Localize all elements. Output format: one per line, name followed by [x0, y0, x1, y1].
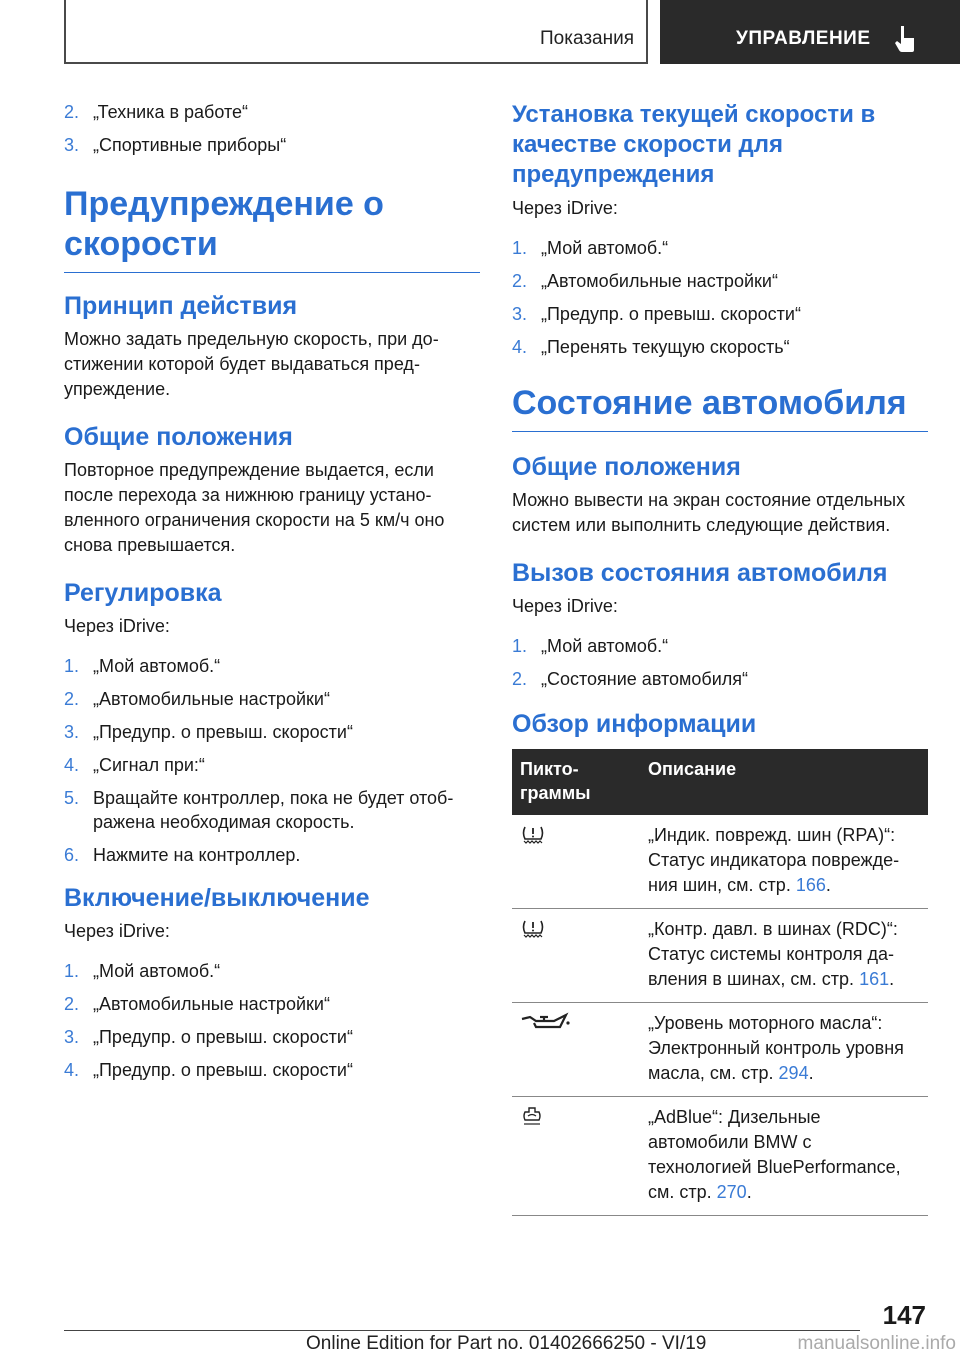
table-header-description: Описание [640, 749, 928, 815]
page-link[interactable]: 166 [795, 875, 826, 895]
heading-general-right: Общие положения [512, 453, 741, 481]
list-item: 2. „Состояние автомобиля“ [512, 669, 749, 689]
header-chapter-label: УПРАВЛЕНИЕ [736, 28, 871, 49]
left-column [64, 100, 480, 1091]
footer-divider [64, 1330, 860, 1331]
heading-current-speed: Установка текущей скорости в качестве скорости для предупреждения [512, 101, 876, 188]
list-item: 3. „Предупр. о превыш. скорости“ [64, 1027, 353, 1047]
top-list [64, 100, 480, 157]
table-row: „AdBlue“: Дизельные автомобили BMW с технологией BluePerformance, см. стр. 270. [512, 1097, 928, 1216]
current-list [512, 236, 928, 359]
list-item: 1. „Мой автомоб.“ [512, 238, 669, 258]
section-title-speed-warning: Предупреждение о скорости [64, 184, 480, 273]
current-intro: Через iDrive: [512, 198, 618, 218]
tire-pressure-icon [520, 917, 546, 939]
list-item: 2. „Автомобильные настройки“ [512, 271, 778, 291]
section-title-vehicle-status: Состояние автомобиля [512, 383, 928, 432]
list-item: 1. „Мой автомоб.“ [64, 961, 221, 981]
page-link[interactable]: 294 [778, 1063, 809, 1083]
list-item: 1. „Мой автомоб.“ [64, 656, 221, 676]
general-text: Повторное предупреждение выдается, если после перехода за нижнюю границу установленного ограничения скорости на 5 км/ч оно снова превышается. [64, 460, 445, 555]
footer-edition: Online Edition for Part no. 01402666250 - VI/19 [306, 1333, 707, 1354]
watermark: manualsonline.info [797, 1333, 956, 1354]
list-item: 4. „Перенять текущую скорость“ [512, 337, 790, 357]
list-item: 4. „Предупр. о превыш. скорости“ [64, 1060, 353, 1080]
onoff-list [64, 959, 480, 1082]
heading-principle: Принцип действия [64, 292, 298, 320]
onoff-intro: Через iDrive: [64, 921, 170, 941]
list-item: 2. „Техника в работе“ [64, 102, 249, 122]
page-number: 147 [882, 1300, 926, 1330]
tire-warning-icon [520, 823, 546, 845]
header-section-box [64, 0, 648, 64]
heading-on-off: Включение/выключение [64, 884, 370, 912]
call-list [512, 634, 928, 691]
list-item: 2. „Автомобильные настройки“ [64, 689, 330, 709]
list-item: 3. „Спортивные приборы“ [64, 135, 287, 155]
general-right-text: Можно вывести на экран состояние отдельных систем или выполнить следующие действия. [512, 490, 906, 535]
heading-call-status: Вызов состояния автомобиля [512, 559, 888, 587]
heading-overview: Обзор информации [512, 710, 757, 738]
page-link[interactable]: 161 [859, 969, 890, 989]
row-description: „AdBlue“: Дизельные автомобили BMW с технологией BluePerformance, см. стр. [648, 1107, 901, 1202]
table-row: „Индик. поврежд. шин (RPA)“: Статус индикатора повреждения шин, см. стр. 166. [512, 815, 928, 909]
right-column [512, 100, 928, 1216]
heading-general: Общие положения [64, 423, 293, 451]
table-header-row [512, 749, 928, 815]
adblue-icon [520, 1105, 544, 1127]
header-chapter-box [660, 0, 960, 64]
list-item: 3. „Предупр. о превыш. скорости“ [64, 722, 353, 742]
row-description: „Уровень моторного масла“: Электронный контроль уровня масла, см. стр. [648, 1013, 904, 1083]
list-item: 6. Нажмите на контроллер. [64, 845, 301, 865]
adjust-list [64, 654, 480, 867]
call-intro: Через iDrive: [512, 596, 618, 616]
row-description: „Индик. поврежд. шин (RPA)“: Статус индикатора повреждения шин, см. стр. [648, 825, 900, 895]
table-row: „Контр. давл. в шинах (RDC)“: Статус системы контроля давления в шинах, см. стр. 161. [512, 909, 928, 1003]
heading-adjust: Регулировка [64, 579, 222, 607]
list-item: 5. Вращайте контроллер, пока не будет отображена необходимая скорость. [64, 788, 454, 832]
principle-text: Можно задать предельную скорость, при достижении которой будет выдаваться предупреждение. [64, 329, 439, 399]
row-description: „Контр. давл. в шинах (RDC)“: Статус системы контроля давления в шинах, см. стр. [648, 919, 898, 989]
list-item: 2. „Автомобильные настройки“ [64, 994, 330, 1014]
list-item: 1. „Мой автомоб.“ [512, 636, 669, 656]
table-header-pictograms: Пиктограммы [512, 749, 640, 815]
hand-pointer-icon [892, 24, 918, 54]
header-section-label: Показания [540, 28, 634, 49]
page-link[interactable]: 270 [716, 1182, 747, 1202]
info-table [512, 749, 928, 1216]
table-row: „Уровень моторного масла“: Электронный контроль уровня масла, см. стр. 294. [512, 1003, 928, 1097]
list-item: 4. „Сигнал при:“ [64, 755, 205, 775]
list-item: 3. „Предупр. о превыш. скорости“ [512, 304, 801, 324]
oil-can-icon [520, 1011, 572, 1033]
adjust-intro: Через iDrive: [64, 616, 170, 636]
